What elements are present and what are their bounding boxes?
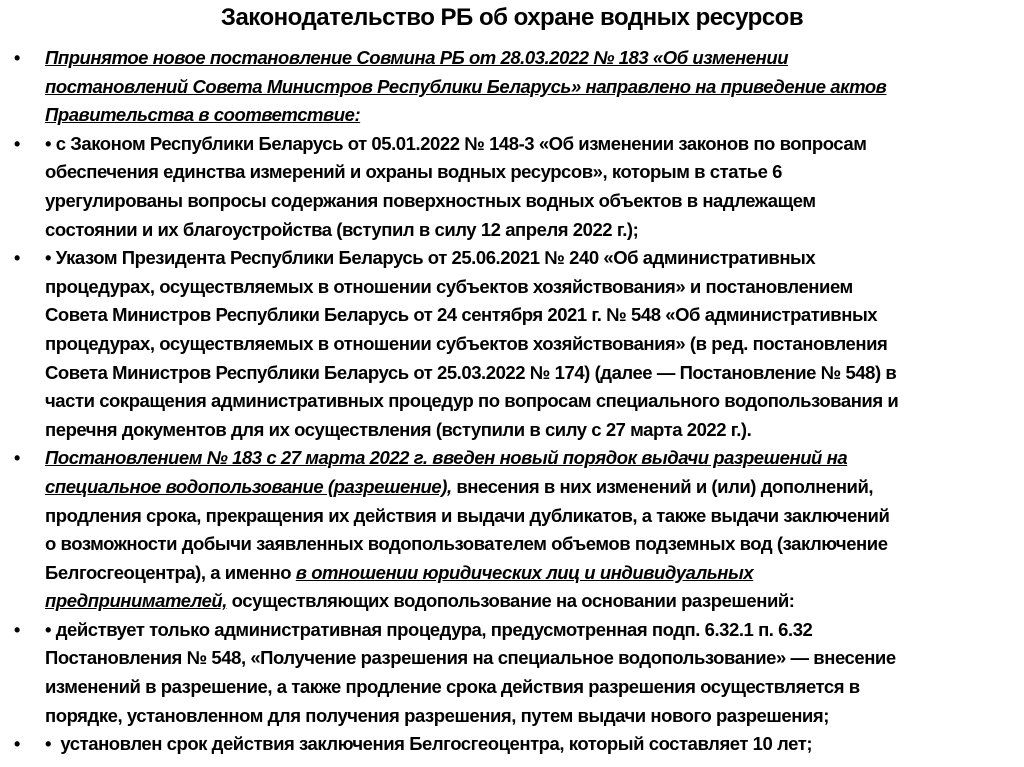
text-line: [45, 587, 1024, 616]
emphasized-text: специальное водопользование (разрешение),: [45, 475, 452, 497]
text-line: [45, 130, 1024, 159]
body-text: Белгосгеоцентра), а именно: [45, 561, 296, 583]
body-text: процедурах, осуществляемых в отношении субъектов хозяйствования» (в ред. постановления: [45, 332, 888, 354]
body-text: о возможности добычи заявленных водопользователем объемов подземных вод (заключение: [45, 533, 888, 555]
bullet-list: [0, 44, 1024, 759]
body-text: • установлен срок действия заключения Белгосгеоцентра, который составляет 10 лет;: [45, 733, 813, 755]
body-text: перечня документов для их осуществления (вступили в силу с 27 марта 2022 г.).: [45, 418, 752, 440]
slide-title: Законодательство РБ об охране водных ресурсов: [220, 4, 804, 31]
bullet-marker: •: [14, 734, 21, 755]
text-line: [45, 158, 1024, 187]
body-text: • действует только административная процедура, предусмотренная подп. 6.32.1 п. 6.32: [45, 618, 813, 640]
text-line: [45, 530, 1024, 559]
body-text: порядке, установленном для получения разрешения, путем выдачи нового разрешения;: [45, 704, 829, 726]
body-text: урегулированы вопросы содержания поверхностных водных объектов в надлежащем: [45, 189, 816, 211]
body-text: изменений в разрешение, а также продление срока действия разрешения осуществляется в: [45, 676, 860, 698]
text-line: [45, 359, 1024, 388]
bullet-item: [0, 730, 1024, 759]
body-text: • с Законом Республики Беларусь от 05.01.2022 № 148-3 «Об изменении законов по вопросам: [45, 132, 867, 154]
text-line: [45, 330, 1024, 359]
text-line: [45, 559, 1024, 588]
text-line: [45, 244, 1024, 273]
bullet-marker: •: [14, 619, 21, 640]
emphasized-text: предпринимателей,: [45, 590, 227, 612]
text-line: [45, 416, 1024, 445]
emphasized-text: Ппринятое новое постановление Совмина РБ от 28.03.2022 № 183 «Об изменении: [45, 47, 789, 68]
text-line: [45, 702, 1024, 731]
bullet-marker: •: [14, 448, 21, 469]
emphasized-text: постановлений Совета Министров Республики Беларусь» направлено на приведение актов: [45, 75, 887, 97]
body-text: процедурах, осуществляемых в отношении субъектов хозяйствования» и постановлением: [45, 275, 853, 297]
body-text: Постановления № 548, «Получение разрешения на специальное водопользование» — внесение: [45, 647, 896, 669]
emphasized-text: в отношении юридических лиц и индивидуальных: [295, 561, 754, 583]
text-line: [45, 644, 1024, 673]
text-line: [45, 616, 1024, 645]
bullet-item: [0, 244, 1024, 444]
bullet-item: [0, 44, 1024, 130]
text-line: [45, 73, 1024, 102]
text-line: [45, 187, 1024, 216]
emphasized-text: Постановлением № 183 с 27 марта 2022 г. введен новый порядок выдачи разрешений на: [45, 447, 848, 469]
text-line: [45, 216, 1024, 245]
body-text: Совета Министров Республики Беларусь от 24 сентября 2021 г. № 548 «Об административных: [45, 304, 878, 326]
body-text: осуществляющих водопользование на основании разрешений:: [226, 590, 795, 612]
text-line: [45, 502, 1024, 531]
text-line: [45, 444, 1024, 473]
bullet-marker: •: [14, 248, 21, 269]
text-line: [45, 387, 1024, 416]
bullet-marker: •: [14, 133, 21, 154]
text-line: [45, 473, 1024, 502]
body-text: Совета Министров Республики Беларусь от 25.03.2022 № 174) (далее — Постановление № 548) в: [45, 361, 897, 383]
bullet-marker: •: [14, 48, 21, 68]
body-text: • Указом Президента Республики Беларусь от 25.06.2021 № 240 «Об административных: [45, 247, 816, 269]
text-line: [45, 273, 1024, 302]
text-line: [45, 673, 1024, 702]
text-line: [45, 101, 1024, 130]
bullet-item: [0, 616, 1024, 730]
body-text: обеспечения единства измерений и охраны водных ресурсов», которым в статье 6: [45, 161, 782, 183]
text-line: [45, 44, 1024, 73]
emphasized-text: Правительства в соответствие:: [45, 104, 361, 126]
body-text: части сокращения административных процедур по вопросам специального водопользования и: [45, 390, 899, 412]
text-line: [45, 730, 1024, 759]
body-text: внесения в них изменений и (или) дополнений,: [451, 475, 874, 497]
bullet-item: [0, 444, 1024, 616]
body-text: состоянии и их благоустройства (вступил в силу 12 апреля 2022 г.);: [45, 218, 639, 240]
bullet-item: [0, 130, 1024, 244]
text-line: [45, 301, 1024, 330]
body-text: продления срока, прекращения их действия и выдачи дубликатов, а также выдачи заключений: [45, 504, 890, 526]
